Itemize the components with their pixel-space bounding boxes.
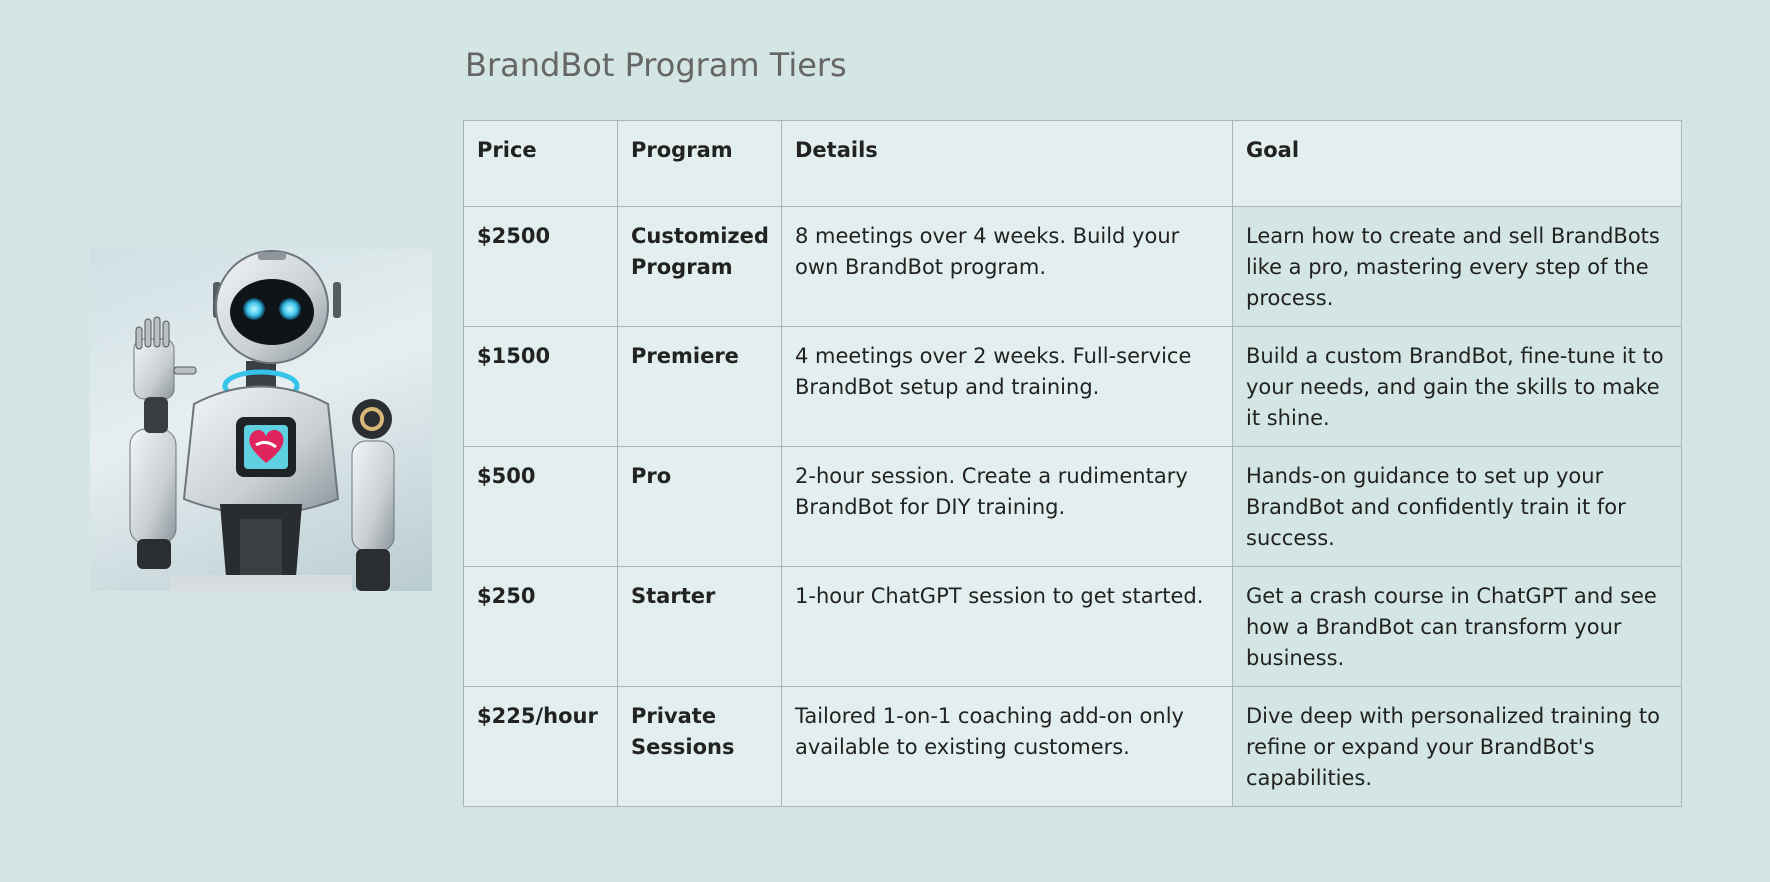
program-cell: Pro xyxy=(618,447,782,567)
details-cell: 4 meetings over 2 weeks. Full-service BrandBot setup and training. xyxy=(782,327,1233,447)
header-details: Details xyxy=(782,121,1233,207)
price-cell: $500 xyxy=(464,447,618,567)
table-row xyxy=(464,327,1682,447)
header-goal: Goal xyxy=(1233,121,1682,207)
goal-cell: Hands-on guidance to set up your BrandBot and confidently train it for success. xyxy=(1233,447,1682,567)
price-cell: $1500 xyxy=(464,327,618,447)
goal-cell: Get a crash course in ChatGPT and see how a BrandBot can transform your business. xyxy=(1233,567,1682,687)
robot-image xyxy=(90,249,432,591)
program-cell: Premiere xyxy=(618,327,782,447)
program-cell: Customized Program xyxy=(618,207,782,327)
robot-illustration xyxy=(90,249,432,591)
table-row xyxy=(464,687,1682,807)
price-cell: $2500 xyxy=(464,207,618,327)
goal-cell: Dive deep with personalized training to refine or expand your BrandBot's capabilities. xyxy=(1233,687,1682,807)
header-price: Price xyxy=(464,121,618,207)
price-cell: $250 xyxy=(464,567,618,687)
price-cell: $225/hour xyxy=(464,687,618,807)
table-row xyxy=(464,447,1682,567)
details-cell: 8 meetings over 4 weeks. Build your own BrandBot program. xyxy=(782,207,1233,327)
goal-cell: Learn how to create and sell BrandBots like a pro, mastering every step of the process. xyxy=(1233,207,1682,327)
table-row xyxy=(464,207,1682,327)
page-title: BrandBot Program Tiers xyxy=(465,46,847,84)
goal-cell: Build a custom BrandBot, fine-tune it to your needs, and gain the skills to make it shine. xyxy=(1233,327,1682,447)
details-cell: 2-hour session. Create a rudimentary BrandBot for DIY training. xyxy=(782,447,1233,567)
details-cell: 1-hour ChatGPT session to get started. xyxy=(782,567,1233,687)
program-cell: Starter xyxy=(618,567,782,687)
table-row xyxy=(464,567,1682,687)
table-header-row xyxy=(464,121,1682,207)
details-cell: Tailored 1-on-1 coaching add-on only available to existing customers. xyxy=(782,687,1233,807)
program-cell: Private Sessions xyxy=(618,687,782,807)
program-tiers-table xyxy=(463,120,1682,807)
header-program: Program xyxy=(618,121,782,207)
